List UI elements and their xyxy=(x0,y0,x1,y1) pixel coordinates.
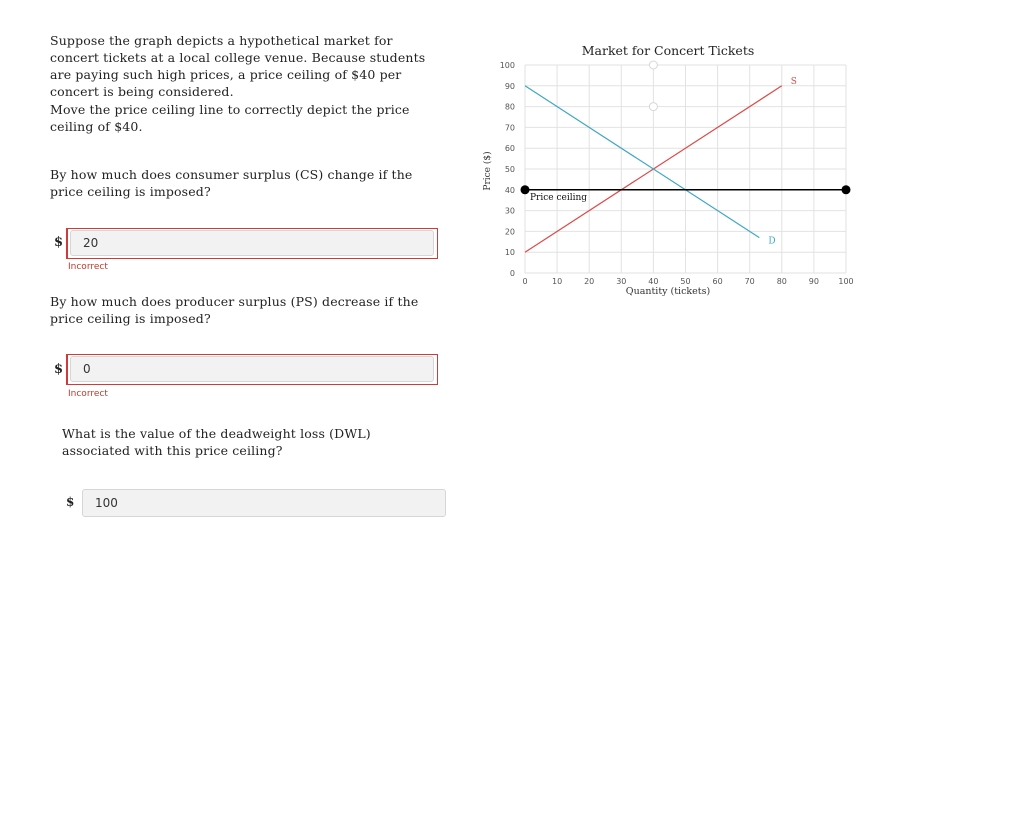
x-tick-label-0: 0 xyxy=(522,277,528,286)
question-instruction: Move the price ceiling line to correctly depict the price ceiling of $40. xyxy=(50,102,410,134)
y-tick-label-90: 90 xyxy=(504,81,515,91)
y-tick-label-70: 70 xyxy=(504,123,515,133)
y-tick-label-40: 40 xyxy=(504,185,515,195)
chart-title: Market for Concert Tickets xyxy=(581,43,755,58)
y-axis-label: Price ($) xyxy=(483,151,493,191)
x-tick-label-60: 60 xyxy=(712,277,723,286)
price-ceiling-label: Price ceiling xyxy=(530,192,588,203)
curve-d xyxy=(525,86,759,238)
x-tick-label-50: 50 xyxy=(680,277,691,286)
cs-answer-input[interactable]: 20 xyxy=(70,230,434,256)
y-tick-label-0: 0 xyxy=(509,269,515,278)
y-tick-label-50: 50 xyxy=(504,165,515,174)
x-tick-label-80: 80 xyxy=(776,277,787,286)
ps-answer-input[interactable]: 0 xyxy=(70,356,434,382)
y-tick-label-30: 30 xyxy=(504,206,515,216)
ps-question: By how much does producer surplus (PS) decrease if the price ceiling is imposed? xyxy=(50,294,419,326)
price-ceiling-handle-left[interactable] xyxy=(521,185,530,194)
x-tick-label-20: 20 xyxy=(584,277,595,286)
dwl-currency: $ xyxy=(66,495,75,509)
x-tick-label-40: 40 xyxy=(648,277,659,286)
ghost-handle-1[interactable] xyxy=(649,103,657,111)
cs-currency: $ xyxy=(54,235,64,250)
y-tick-label-10: 10 xyxy=(504,248,515,258)
ps-answer-wrapper xyxy=(66,354,438,385)
x-tick-label-10: 10 xyxy=(552,277,563,286)
cs-question: By how much does consumer surplus (CS) change if the price ceiling is imposed? xyxy=(50,167,413,199)
y-tick-label-60: 60 xyxy=(504,144,515,154)
curve-label-s: S xyxy=(790,76,797,87)
x-tick-label-30: 30 xyxy=(616,277,627,286)
y-tick-label-80: 80 xyxy=(504,102,515,112)
x-axis-label: Quantity (tickets) xyxy=(625,286,711,297)
curve-label-d: D xyxy=(768,236,776,247)
ps-feedback: Incorrect xyxy=(68,389,108,399)
dwl-answer-input[interactable]: 100 xyxy=(82,489,446,517)
price-ceiling-handle-right[interactable] xyxy=(842,185,851,194)
x-tick-label-90: 90 xyxy=(808,277,819,286)
x-tick-label-70: 70 xyxy=(744,277,755,286)
cs-answer-wrapper xyxy=(66,228,438,259)
ps-currency: $ xyxy=(54,362,64,377)
y-tick-label-20: 20 xyxy=(504,227,515,237)
x-tick-label-100: 100 xyxy=(838,277,854,286)
curve-s xyxy=(525,86,782,252)
cs-feedback: Incorrect xyxy=(68,262,108,272)
ghost-handle-0[interactable] xyxy=(649,61,657,69)
dwl-question: What is the value of the deadweight loss (DWL) associated with this price ceiling? xyxy=(62,426,371,458)
question-intro: Suppose the graph depicts a hypothetical market for concert tickets at a local college venue. Because students are paying such high prices, a price ceiling of $40 per concert is being considered. xyxy=(50,33,426,99)
y-tick-label-100: 100 xyxy=(499,61,515,70)
